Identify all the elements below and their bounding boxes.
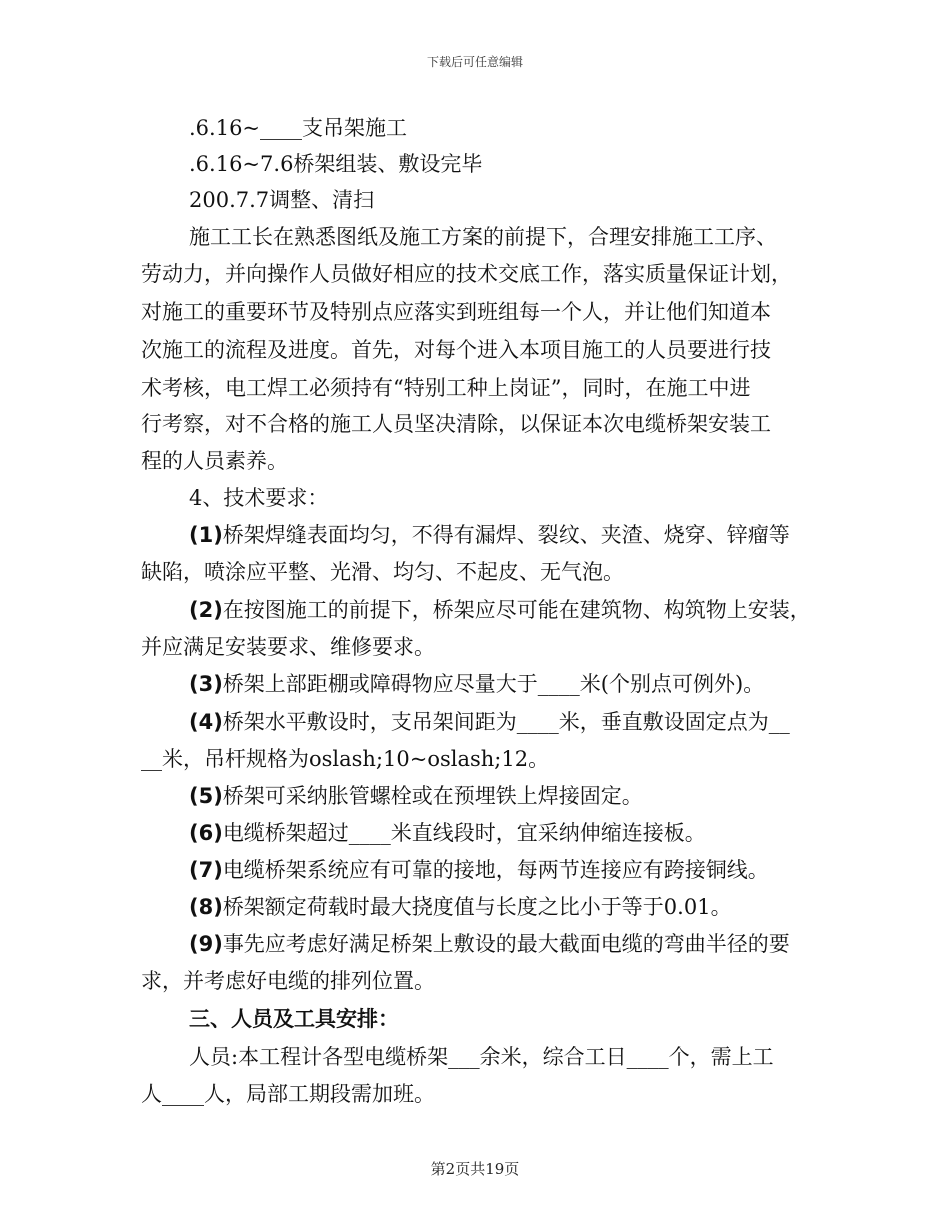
item-number: (5) [189,784,223,808]
list-item-continuation: __米，吊杆规格为oslash;10~oslash;12。 [141,747,550,771]
schedule-line: 200.7.7调整、清扫 [189,188,375,212]
item-number: (3) [189,672,223,696]
section-heading-tech: 4、技术要求： [189,486,329,510]
item-text: 桥架水平敷设时，支吊架间距为____米，垂直敷设固定点为__ [222,710,790,734]
list-item-continuation: 求，并考虑好电缆的排列位置。 [141,969,435,993]
section-heading-personnel: 三、人员及工具安排： [189,1006,399,1031]
list-item [189,856,769,884]
item-number: (6) [189,821,223,845]
item-text: 电缆桥架系统应有可靠的接地，每两节连接应有跨接铜线。 [222,858,769,882]
list-item [189,670,764,698]
item-text: 在按图施工的前提下，桥架应尽可能在建筑物、构筑物上安装， [222,598,811,622]
paragraph-line: 人员:本工程计各型电缆桥架___余米，综合工日____个，需上工 [189,1045,774,1069]
list-item [189,819,706,847]
item-text: 电缆桥架超过____米直线段时，宜采纳伸缩连接板。 [222,821,706,845]
paragraph-line: 对施工的重要环节及特别点应落实到班组每一个人，并让他们知道本 [141,300,771,324]
paragraph-line: 次施工的流程及进度。首先，对每个进入本项目施工的人员要进行技 [141,338,771,362]
item-number: (1) [189,523,223,547]
paragraph-line: 程的人员素养。 [141,449,288,473]
list-item [189,782,643,810]
list-item [189,708,790,736]
list-item-continuation: 缺陷，喷涂应平整、光滑、均匀、不起皮、无气泡。 [141,560,624,584]
paragraph-line: 人____人，局部工期段需加班。 [141,1082,435,1106]
item-number: (9) [189,932,223,956]
schedule-line: .6.16~____支吊架施工 [189,116,408,140]
paragraph-line: 劳动力，并向操作人员做好相应的技术交底工作，落实质量保证计划， [141,262,792,286]
item-text: 事先应考虑好满足桥架上敷设的最大截面电缆的弯曲半径的要 [222,932,790,956]
item-number: (2) [189,598,223,622]
item-text: 桥架额定荷载时最大挠度值与长度之比小于等于0.01。 [222,895,732,919]
list-item [189,596,811,624]
paragraph-line: 行考察，对不合格的施工人员坚决清除，以保证本次电缆桥架安装工 [141,412,771,436]
item-text: 桥架焊缝表面均匀，不得有漏焊、裂纹、夹渣、烧穿、锌瘤等 [222,523,790,547]
list-item [189,930,790,958]
schedule-line: .6.16~7.6桥架组装、敷设完毕 [189,152,483,176]
item-text: 桥架可采纳胀管螺栓或在预埋铁上焊接固定。 [222,784,643,808]
list-item [189,893,732,921]
page-footer: 第2页共19页 [430,1160,520,1178]
item-text: 桥架上部距棚或障碍物应尽量大于____米(个别点可例外)。 [222,672,765,696]
item-number: (4) [189,710,223,734]
page-header: 下载后可任意编辑 [426,55,523,69]
item-number: (7) [189,858,223,882]
paragraph-line: 术考核，电工焊工必须持有“特别工种上岗证”，同时，在施工中进 [141,376,751,400]
list-item-continuation: 并应满足安装要求、维修要求。 [141,635,435,659]
item-number: (8) [189,895,223,919]
paragraph-line: 施工工长在熟悉图纸及施工方案的前提下，合理安排施工工序、 [189,225,777,249]
list-item [189,521,790,549]
